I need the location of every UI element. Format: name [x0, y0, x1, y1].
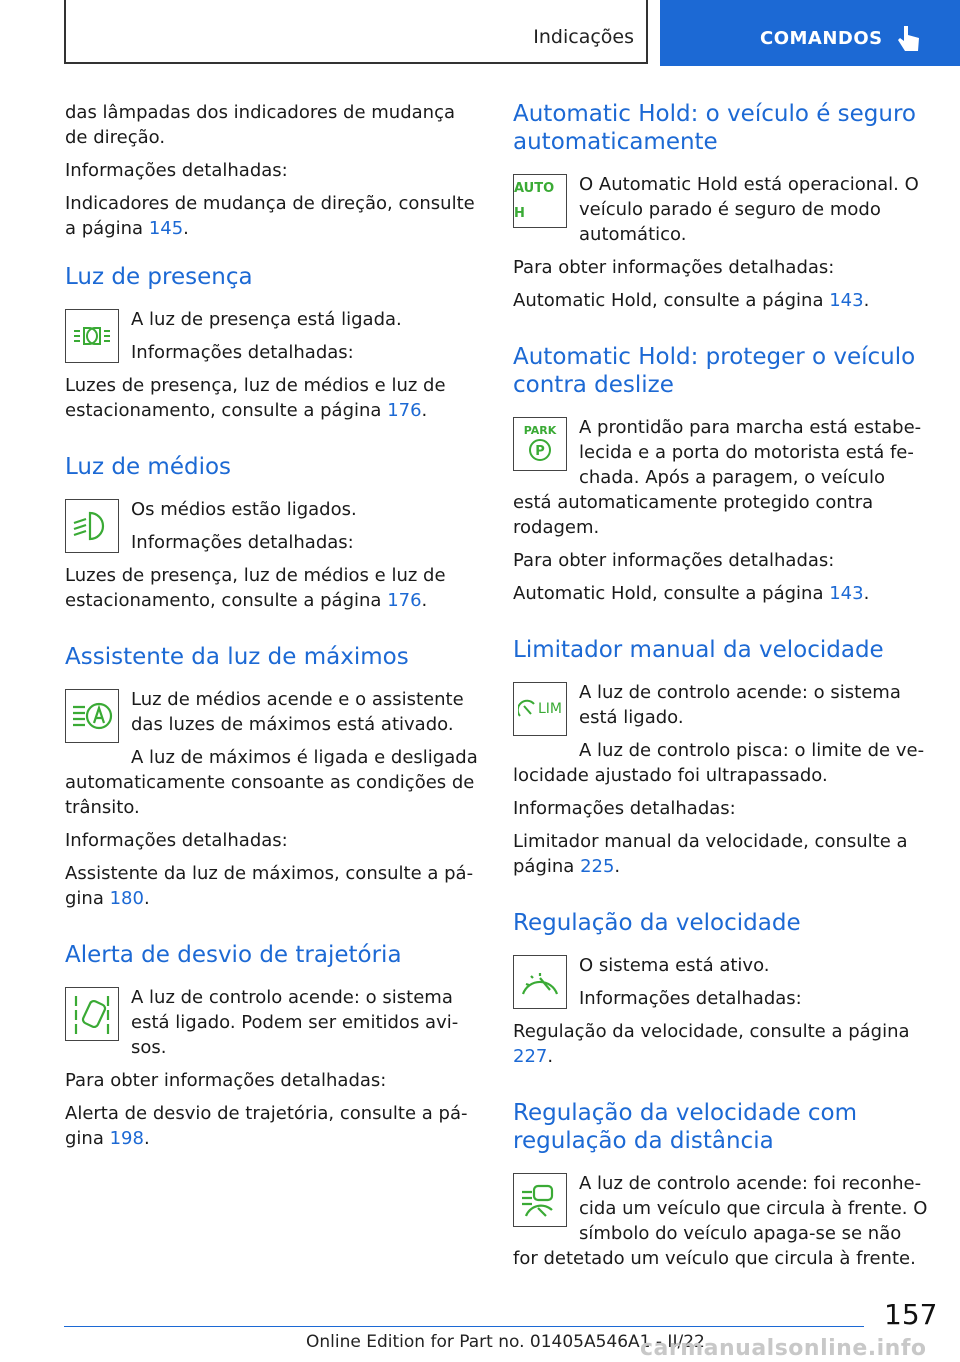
- entry-lane-departure: [65, 985, 480, 1159]
- paragraph: Informações detalhadas:: [131, 342, 354, 363]
- header-chapter-title: COMANDOS: [760, 28, 883, 49]
- lane-departure-icon: [65, 987, 119, 1041]
- paragraph: Assistente da luz de máximos, consulte a página 180.: [65, 863, 474, 909]
- parking-light-icon: [65, 309, 119, 363]
- entry-distance-control: [513, 1171, 928, 1279]
- park-icon: PARK P: [513, 417, 567, 471]
- paragraph: Informações detalhadas:: [579, 988, 802, 1009]
- footer-divider: [64, 1326, 864, 1327]
- page-link[interactable]: 225: [580, 856, 615, 877]
- paragraph: Luz de médios acende e o assistente das luzes de máximos está ativado.: [131, 689, 464, 735]
- auto-hold-icon: AUTO H: [513, 174, 567, 228]
- header-chapter-tab[interactable]: [660, 0, 960, 66]
- paragraph: Informações detalhadas:: [513, 798, 736, 819]
- paragraph: Alerta de desvio de trajetória, consulte a página 198.: [65, 1103, 468, 1149]
- header-section-title: Indicações: [533, 26, 634, 48]
- cruise-control-icon: [513, 955, 567, 1009]
- page-link[interactable]: 145: [148, 218, 184, 239]
- section-heading: Limitador manual da velocidade: [513, 637, 884, 663]
- paragraph: das lâmpadas dos indicadores de mudança de direção.: [65, 102, 456, 148]
- section-heading: Luz de presença: [65, 264, 253, 290]
- paragraph: Automatic Hold, consulte a página 143.: [513, 290, 870, 311]
- paragraph: Informações detalhadas:: [65, 160, 288, 181]
- page-number: 157: [884, 1298, 938, 1331]
- paragraph: A luz de controlo acende: o sistema está ligado.: [579, 682, 901, 728]
- paragraph: A luz de máximos é ligada e desligada automaticamente consoante as condições de trânsito.: [65, 747, 478, 818]
- section-heading: Regulação da velocidade com regulação da distância: [513, 1100, 858, 1154]
- paragraph: Regulação da velocidade, consulte a página 227.: [513, 1021, 910, 1067]
- paragraph: Informações detalhadas:: [131, 532, 354, 553]
- entry-speed-limiter: [513, 680, 928, 887]
- paragraph: Para obter informações detalhadas:: [65, 1070, 387, 1091]
- section-heading: Regulação da velocidade: [513, 910, 801, 936]
- paragraph: Informações detalhadas:: [65, 830, 288, 851]
- section-heading: Automatic Hold: o veículo é seguro automaticamente: [513, 101, 917, 155]
- page-link[interactable]: 227: [513, 1046, 548, 1067]
- paragraph: A luz de presença está ligada.: [131, 309, 402, 330]
- speed-limiter-icon: LIM: [513, 682, 567, 736]
- watermark: carmanualsonline.info: [640, 1336, 927, 1361]
- edition-footer: Online Edition for Part no. 01405A546A1 - II/22: [306, 1332, 705, 1352]
- paragraph: Para obter informações detalhadas:: [513, 550, 835, 571]
- section-heading: Luz de médios: [65, 454, 232, 480]
- paragraph: Luzes de presença, luz de médios e luz de estacionamento, consulte a página 176.: [65, 375, 446, 421]
- entry-parking-light: [65, 307, 480, 431]
- page-link[interactable]: 143: [829, 290, 864, 311]
- section-heading: Assistente da luz de máximos: [65, 644, 409, 670]
- paragraph: Limitador manual da velocidade, consulte a página 225.: [513, 831, 908, 877]
- paragraph: O Automatic Hold está operacional. O veículo parado é seguro de modo automático.: [579, 174, 919, 245]
- paragraph: A luz de controlo acende: o sistema está ligado. Podem ser emitidos avisos.: [131, 987, 459, 1058]
- paragraph: Automatic Hold, consulte a página 143.: [513, 583, 870, 604]
- entry-cruise-control: [513, 953, 928, 1077]
- entry-low-beam: [65, 497, 480, 621]
- svg-text:P: P: [535, 444, 545, 459]
- header-section-box: [64, 0, 648, 64]
- section-heading: Automatic Hold: proteger o veículo contra deslize: [513, 344, 916, 398]
- right-column: [513, 100, 928, 1279]
- paragraph: A luz de controlo pisca: o limite de velocidade ajustado foi ultrapassado.: [513, 740, 925, 786]
- paragraph: O sistema está ativo.: [579, 955, 770, 976]
- paragraph: Os médios estão ligados.: [131, 499, 357, 520]
- entry-park-protection: [513, 415, 928, 614]
- entry-automatic-hold: [513, 172, 928, 321]
- section-heading: Alerta de desvio de trajetória: [65, 942, 402, 968]
- low-beam-icon: [65, 499, 119, 553]
- paragraph: Luzes de presença, luz de médios e luz de estacionamento, consulte a página 176.: [65, 565, 446, 611]
- page-link[interactable]: 176: [387, 590, 422, 611]
- paragraph: Indicadores de mudança de direção, consulte a página 145.: [65, 193, 475, 239]
- left-column: [65, 100, 480, 1159]
- high-beam-assist-icon: [65, 689, 119, 743]
- hand-pointer-icon: [896, 24, 922, 54]
- page-link[interactable]: 143: [829, 583, 864, 604]
- page-link[interactable]: 176: [387, 400, 422, 421]
- entry-high-beam-assist: [65, 687, 480, 919]
- paragraph: A luz de controlo acende: foi reconhecida um veículo que circula à frente. O símbolo do veículo apaga-se se não for detetado um veículo que circula à frente.: [513, 1173, 928, 1269]
- paragraph: A prontidão para marcha está estabelecida e a porta do motorista está fechada. Após a paragem, o veículo está automaticamente protegido contra rodagem.: [513, 417, 922, 538]
- paragraph: Para obter informações detalhadas:: [513, 257, 835, 278]
- page-link[interactable]: 180: [109, 888, 144, 909]
- page-link[interactable]: 198: [109, 1128, 144, 1149]
- distance-control-icon: [513, 1173, 567, 1227]
